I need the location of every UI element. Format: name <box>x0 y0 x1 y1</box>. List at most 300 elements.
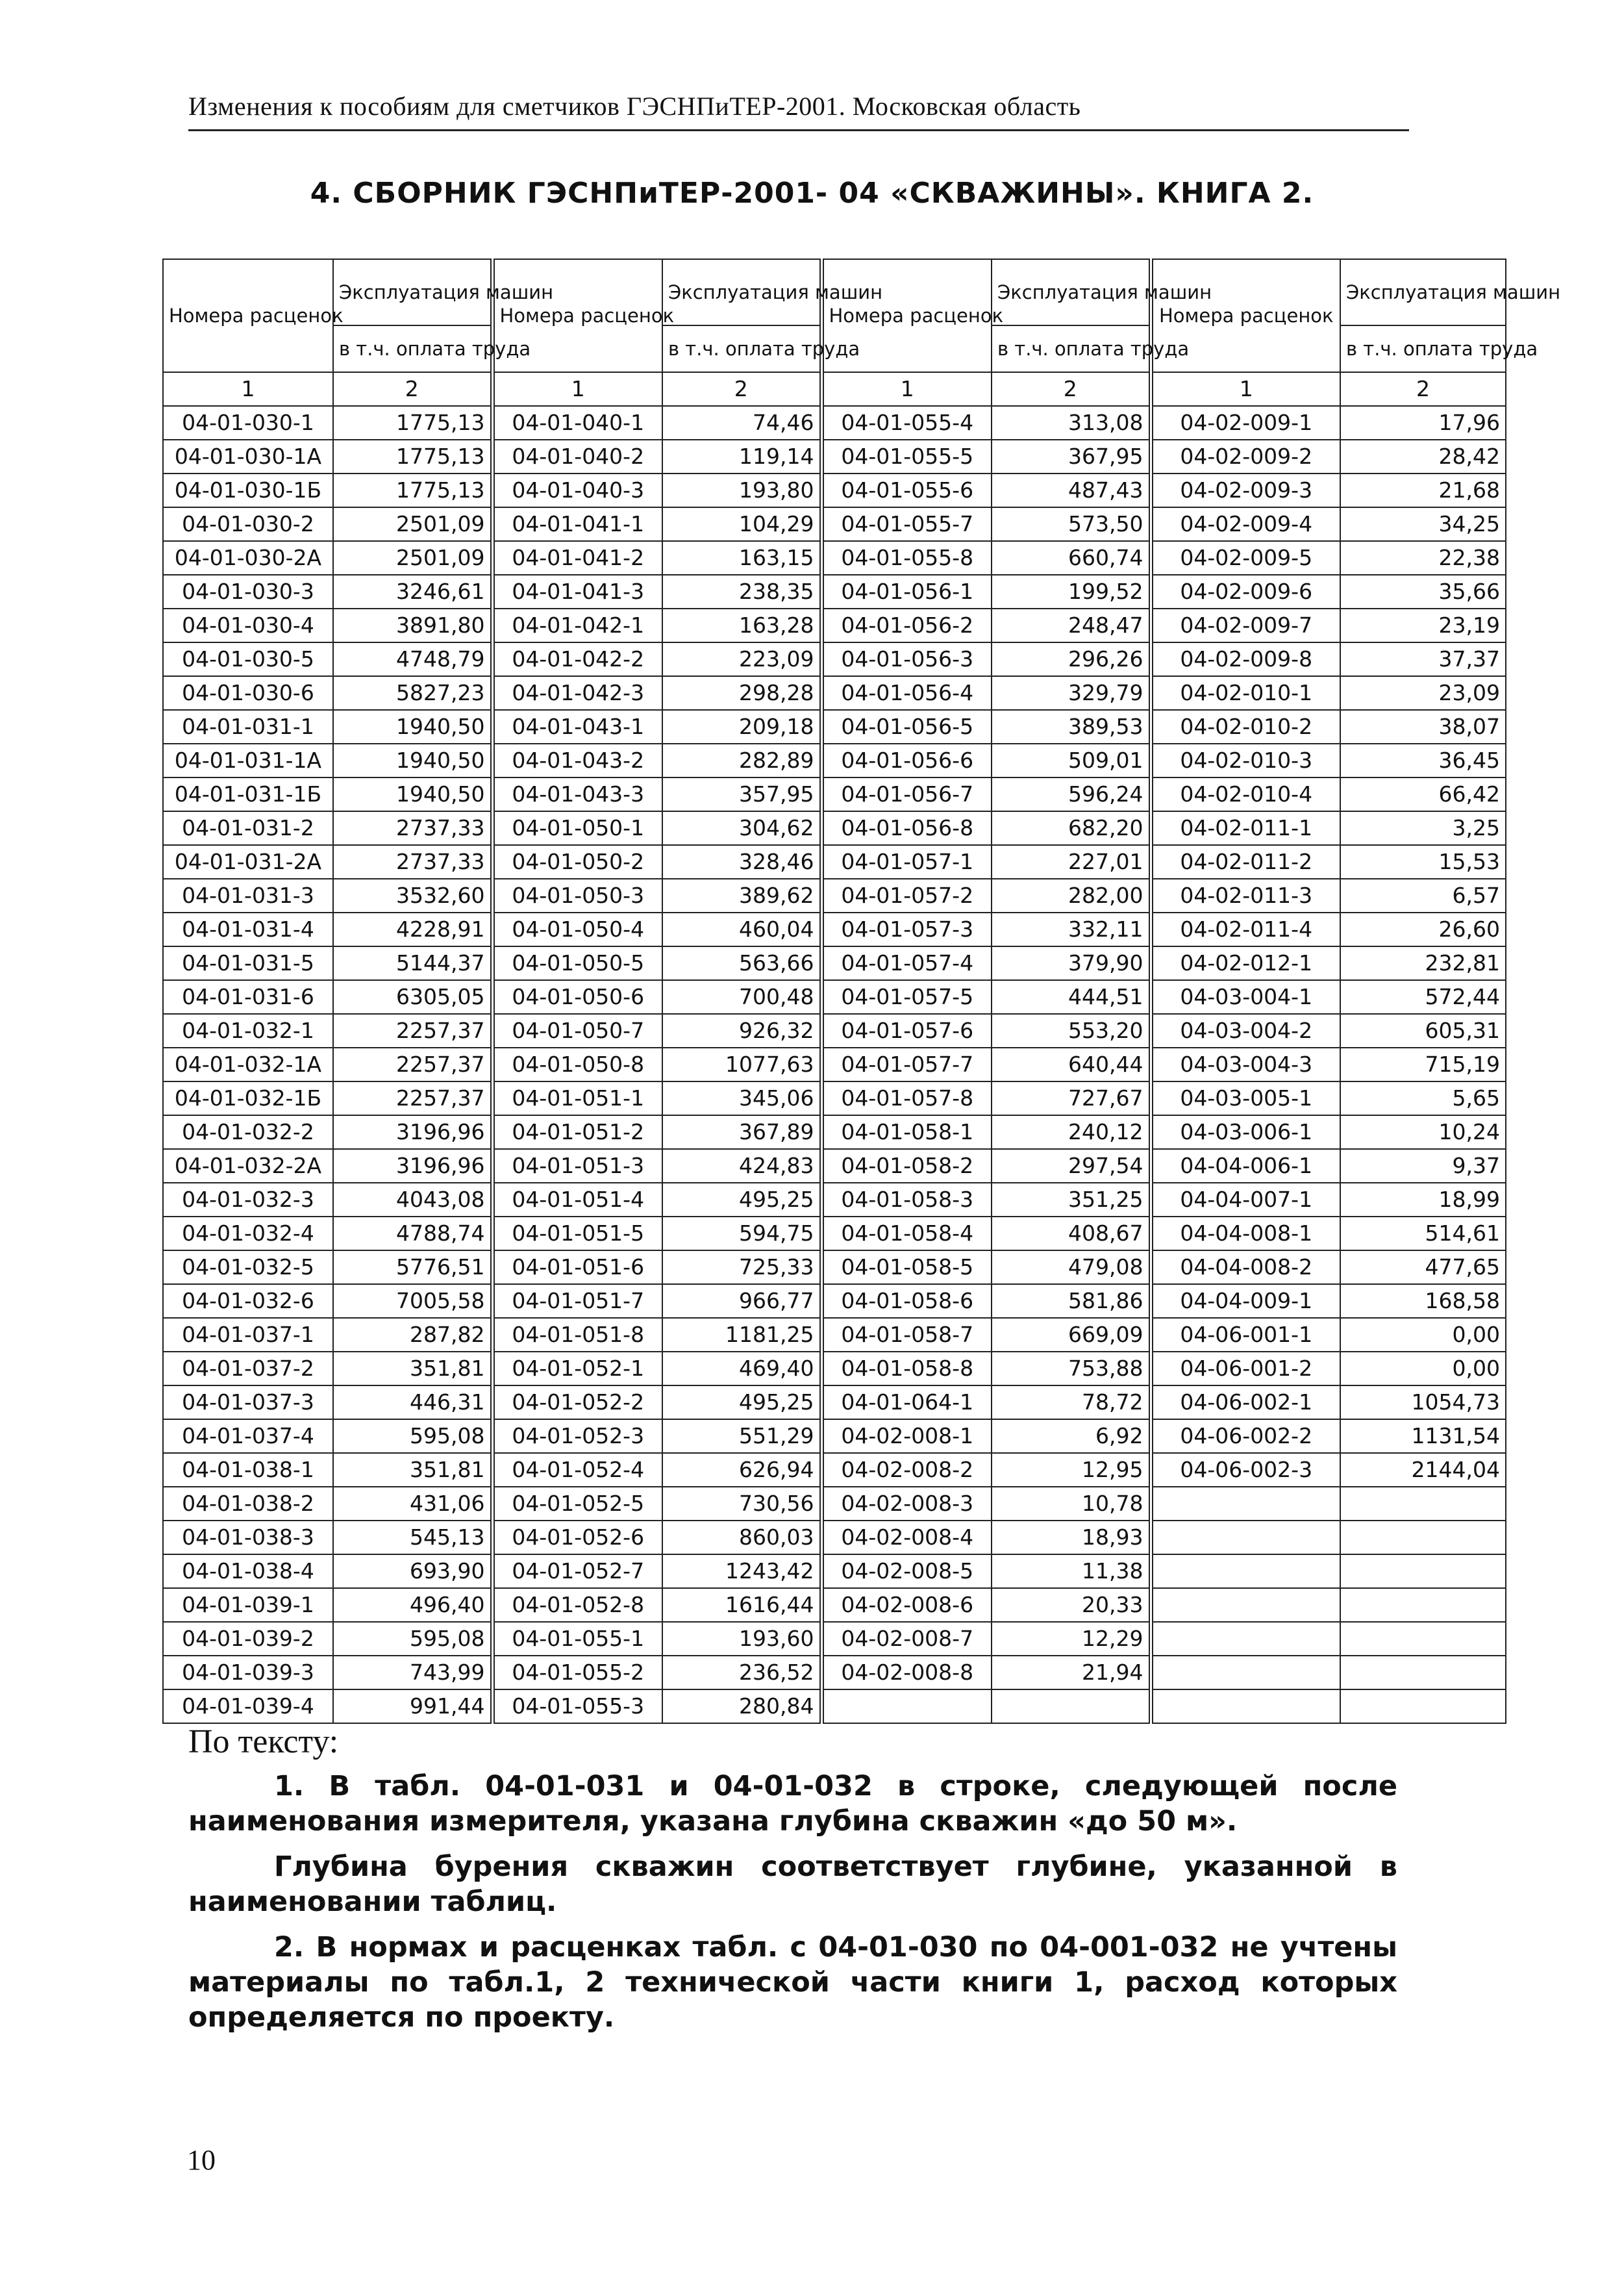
table-row <box>163 980 1506 1014</box>
rate-code-cell: 04-01-042-2 <box>492 642 662 676</box>
rate-value-cell: 209,18 <box>662 710 821 744</box>
rate-code-cell: 04-01-032-1Б <box>163 1081 333 1115</box>
rate-value-cell: 11,38 <box>992 1554 1151 1588</box>
rate-code-cell: 04-02-011-3 <box>1151 879 1340 913</box>
rate-code-cell: 04-02-011-1 <box>1151 811 1340 845</box>
rate-code-cell: 04-01-052-5 <box>492 1487 662 1521</box>
rate-value-cell: 357,95 <box>662 777 821 811</box>
column-index: 1 <box>1151 372 1340 406</box>
rate-code-cell: 04-01-030-6 <box>163 676 333 710</box>
rate-value-cell: 514,61 <box>1340 1217 1506 1250</box>
rate-value-cell: 4228,91 <box>333 913 492 946</box>
rate-code-cell: 04-03-004-3 <box>1151 1048 1340 1081</box>
table-row <box>163 1081 1506 1115</box>
rate-code-cell: 04-01-058-8 <box>821 1352 992 1385</box>
rate-value-cell: 389,62 <box>662 879 821 913</box>
rate-code-cell: 04-01-058-4 <box>821 1217 992 1250</box>
rate-code-cell: 04-01-056-5 <box>821 710 992 744</box>
rate-value-cell: 408,67 <box>992 1217 1151 1250</box>
rates-table <box>162 259 1561 1724</box>
rate-code-cell: 04-01-038-4 <box>163 1554 333 1588</box>
rate-value-cell: 78,72 <box>992 1385 1151 1419</box>
rate-value-cell <box>1340 1487 1506 1521</box>
rate-value-cell: 12,95 <box>992 1453 1151 1487</box>
rate-code-cell: 04-01-040-3 <box>492 474 662 507</box>
rate-code-cell: 04-01-055-7 <box>821 507 992 541</box>
rate-code-cell: 04-04-006-1 <box>1151 1149 1340 1183</box>
rate-value-cell: 236,52 <box>662 1656 821 1689</box>
rate-value-cell: 2737,33 <box>333 845 492 879</box>
rate-value-cell: 1054,73 <box>1340 1385 1506 1419</box>
rate-value-cell: 304,62 <box>662 811 821 845</box>
rate-value-cell: 10,24 <box>1340 1115 1506 1149</box>
rate-code-cell: 04-01-041-2 <box>492 541 662 575</box>
table-row <box>163 777 1506 811</box>
rate-code-cell: 04-02-009-5 <box>1151 541 1340 575</box>
rate-value-cell: 0,00 <box>1340 1318 1506 1352</box>
rate-value-cell: 18,99 <box>1340 1183 1506 1217</box>
rate-code-cell: 04-03-004-1 <box>1151 980 1340 1014</box>
rate-value-cell: 1940,50 <box>333 777 492 811</box>
rate-code-cell: 04-01-052-8 <box>492 1588 662 1622</box>
rate-value-cell: 2257,37 <box>333 1081 492 1115</box>
table-row <box>163 1453 1506 1487</box>
rate-value-cell: 21,68 <box>1340 474 1506 507</box>
table-row <box>163 1689 1506 1723</box>
rate-code-cell: 04-01-058-2 <box>821 1149 992 1183</box>
rate-code-cell: 04-01-038-1 <box>163 1453 333 1487</box>
rate-code-cell: 04-01-031-4 <box>163 913 333 946</box>
rate-code-cell: 04-01-030-5 <box>163 642 333 676</box>
rate-code-cell: 04-02-009-7 <box>1151 609 1340 642</box>
table-row <box>163 1284 1506 1318</box>
table-row <box>163 1149 1506 1183</box>
rate-value-cell: 26,60 <box>1340 913 1506 946</box>
rate-value-cell: 682,20 <box>992 811 1151 845</box>
notes-section <box>188 1725 1397 2045</box>
column-index: 2 <box>992 372 1151 406</box>
rate-code-cell: 04-01-032-2 <box>163 1115 333 1149</box>
rate-code-cell: 04-01-037-3 <box>163 1385 333 1419</box>
rate-value-cell: 495,25 <box>662 1183 821 1217</box>
rate-code-cell: 04-02-010-2 <box>1151 710 1340 744</box>
column-index: 2 <box>662 372 821 406</box>
rate-value-cell: 287,82 <box>333 1318 492 1352</box>
running-header: Изменения к пособиям для сметчиков ГЭСНПиТЕР-2001. Московская область <box>188 91 1409 131</box>
rate-value-cell: 605,31 <box>1340 1014 1506 1048</box>
rate-value-cell: 163,15 <box>662 541 821 575</box>
section-title: 4. СБОРНИК ГЭСНПиТЕР-2001- 04 «СКВАЖИНЫ». КНИГА 2. <box>310 177 1314 210</box>
rate-code-cell: 04-02-012-1 <box>1151 946 1340 980</box>
table-row <box>163 507 1506 541</box>
rate-code-cell: 04-01-031-1Б <box>163 777 333 811</box>
rate-value-cell: 34,25 <box>1340 507 1506 541</box>
rate-code-cell: 04-01-051-3 <box>492 1149 662 1183</box>
table-row <box>163 1217 1506 1250</box>
rate-code-cell: 04-01-057-5 <box>821 980 992 1014</box>
rate-code-cell: 04-01-057-2 <box>821 879 992 913</box>
rate-code-cell: 04-01-037-4 <box>163 1419 333 1453</box>
rate-value-cell: 3196,96 <box>333 1115 492 1149</box>
rate-value-cell: 223,09 <box>662 642 821 676</box>
rate-code-cell: 04-04-009-1 <box>1151 1284 1340 1318</box>
rate-value-cell: 345,06 <box>662 1081 821 1115</box>
rate-value-cell <box>992 1689 1151 1723</box>
rate-code-cell: 04-02-009-1 <box>1151 406 1340 440</box>
rate-value-cell: 168,58 <box>1340 1284 1506 1318</box>
rate-code-cell: 04-01-052-4 <box>492 1453 662 1487</box>
rate-code-cell: 04-01-031-3 <box>163 879 333 913</box>
rate-code-cell: 04-01-041-3 <box>492 575 662 609</box>
rate-value-cell: 926,32 <box>662 1014 821 1048</box>
rate-code-cell: 04-01-057-3 <box>821 913 992 946</box>
rate-value-cell: 2257,37 <box>333 1048 492 1081</box>
rate-code-cell: 04-02-009-6 <box>1151 575 1340 609</box>
rate-value-cell: 669,09 <box>992 1318 1151 1352</box>
rate-code-cell: 04-04-007-1 <box>1151 1183 1340 1217</box>
rate-value-cell: 12,29 <box>992 1622 1151 1656</box>
table-header <box>163 259 1561 406</box>
header-labor-3: в т.ч. оплата труда <box>992 325 1151 372</box>
rate-value-cell: 572,44 <box>1340 980 1506 1014</box>
rate-code-cell: 04-01-050-5 <box>492 946 662 980</box>
rate-code-cell: 04-01-039-3 <box>163 1656 333 1689</box>
rate-code-cell: 04-01-039-2 <box>163 1622 333 1656</box>
table-row <box>163 1487 1506 1521</box>
rate-code-cell <box>1151 1656 1340 1689</box>
rate-code-cell: 04-01-041-1 <box>492 507 662 541</box>
rate-code-cell: 04-01-058-1 <box>821 1115 992 1149</box>
rate-code-cell: 04-01-055-6 <box>821 474 992 507</box>
rate-code-cell: 04-01-031-5 <box>163 946 333 980</box>
rate-code-cell: 04-01-051-5 <box>492 1217 662 1250</box>
rate-code-cell: 04-01-032-6 <box>163 1284 333 1318</box>
rate-code-cell: 04-01-056-6 <box>821 744 992 777</box>
rate-code-cell: 04-01-050-2 <box>492 845 662 879</box>
rate-code-cell <box>1151 1689 1340 1723</box>
rate-value-cell: 282,89 <box>662 744 821 777</box>
rate-value-cell: 238,35 <box>662 575 821 609</box>
rate-code-cell: 04-01-032-3 <box>163 1183 333 1217</box>
header-codes-3: Номера расценок <box>821 259 992 372</box>
rate-code-cell: 04-01-050-8 <box>492 1048 662 1081</box>
header-labor-1: в т.ч. оплата труда <box>333 325 492 372</box>
rate-code-cell: 04-01-039-1 <box>163 1588 333 1622</box>
rate-value-cell: 1775,13 <box>333 406 492 440</box>
table-row <box>163 1048 1506 1081</box>
table-row <box>163 1014 1506 1048</box>
rate-code-cell <box>1151 1521 1340 1554</box>
rate-value-cell: 5,65 <box>1340 1081 1506 1115</box>
rate-code-cell: 04-01-055-8 <box>821 541 992 575</box>
rate-code-cell: 04-01-051-2 <box>492 1115 662 1149</box>
rate-code-cell: 04-02-010-3 <box>1151 744 1340 777</box>
table-row <box>163 609 1506 642</box>
rate-code-cell: 04-01-058-5 <box>821 1250 992 1284</box>
rate-value-cell: 23,09 <box>1340 676 1506 710</box>
rate-value-cell: 389,53 <box>992 710 1151 744</box>
rate-code-cell: 04-01-052-2 <box>492 1385 662 1419</box>
rate-code-cell: 04-02-008-7 <box>821 1622 992 1656</box>
rate-value-cell: 193,80 <box>662 474 821 507</box>
rate-value-cell: 28,42 <box>1340 440 1506 474</box>
rate-code-cell: 04-01-057-1 <box>821 845 992 879</box>
rate-value-cell: 3532,60 <box>333 879 492 913</box>
rate-value-cell: 15,53 <box>1340 845 1506 879</box>
rate-code-cell: 04-01-032-2А <box>163 1149 333 1183</box>
column-index: 1 <box>163 372 333 406</box>
rate-code-cell: 04-01-042-1 <box>492 609 662 642</box>
rate-code-cell: 04-01-055-4 <box>821 406 992 440</box>
rate-value-cell: 1775,13 <box>333 474 492 507</box>
rate-value-cell: 431,06 <box>333 1487 492 1521</box>
note-item: Глубина бурения скважин соответствует глубине, указанной в наименовании таблиц. <box>188 1851 1397 1918</box>
table-row <box>163 1115 1506 1149</box>
rate-value-cell: 660,74 <box>992 541 1151 575</box>
rate-code-cell <box>1151 1554 1340 1588</box>
rate-value-cell: 282,00 <box>992 879 1151 913</box>
rate-value-cell: 104,29 <box>662 507 821 541</box>
column-index: 1 <box>492 372 662 406</box>
rate-code-cell: 04-01-032-4 <box>163 1217 333 1250</box>
rate-value-cell: 23,19 <box>1340 609 1506 642</box>
rate-code-cell: 04-01-031-1 <box>163 710 333 744</box>
rate-code-cell: 04-01-043-1 <box>492 710 662 744</box>
rate-value-cell: 573,50 <box>992 507 1151 541</box>
rate-value-cell: 563,66 <box>662 946 821 980</box>
rate-code-cell: 04-02-008-4 <box>821 1521 992 1554</box>
rate-value-cell: 596,24 <box>992 777 1151 811</box>
rate-code-cell: 04-01-056-3 <box>821 642 992 676</box>
table-row <box>163 879 1506 913</box>
table-row <box>163 811 1506 845</box>
rate-value-cell: 18,93 <box>992 1521 1151 1554</box>
rate-value-cell: 74,46 <box>662 406 821 440</box>
rate-code-cell: 04-01-057-8 <box>821 1081 992 1115</box>
rate-code-cell: 04-01-030-2А <box>163 541 333 575</box>
rate-code-cell: 04-06-002-1 <box>1151 1385 1340 1419</box>
rate-code-cell: 04-02-009-4 <box>1151 507 1340 541</box>
rate-value-cell: 5827,23 <box>333 676 492 710</box>
rate-code-cell: 04-01-052-3 <box>492 1419 662 1453</box>
rate-value-cell: 313,08 <box>992 406 1151 440</box>
rate-value-cell: 1131,54 <box>1340 1419 1506 1453</box>
rate-value-cell: 730,56 <box>662 1487 821 1521</box>
table-row <box>163 1318 1506 1352</box>
rate-value-cell: 487,43 <box>992 474 1151 507</box>
rate-value-cell: 1940,50 <box>333 710 492 744</box>
rate-value-cell: 6,92 <box>992 1419 1151 1453</box>
rate-code-cell: 04-01-055-2 <box>492 1656 662 1689</box>
rate-code-cell: 04-04-008-1 <box>1151 1217 1340 1250</box>
rate-value-cell <box>1340 1521 1506 1554</box>
rate-value-cell: 2144,04 <box>1340 1453 1506 1487</box>
rate-code-cell: 04-01-057-6 <box>821 1014 992 1048</box>
column-index: 1 <box>821 372 992 406</box>
rate-code-cell: 04-01-052-7 <box>492 1554 662 1588</box>
table-row <box>163 1521 1506 1554</box>
rate-value-cell: 7005,58 <box>333 1284 492 1318</box>
rate-value-cell: 298,28 <box>662 676 821 710</box>
rate-value-cell: 367,89 <box>662 1115 821 1149</box>
rate-code-cell: 04-01-037-2 <box>163 1352 333 1385</box>
rate-value-cell <box>1340 1554 1506 1588</box>
rate-value-cell: 545,13 <box>333 1521 492 1554</box>
rate-value-cell: 700,48 <box>662 980 821 1014</box>
rate-value-cell: 991,44 <box>333 1689 492 1723</box>
rate-code-cell <box>1151 1487 1340 1521</box>
rate-value-cell: 5144,37 <box>333 946 492 980</box>
rate-code-cell <box>1151 1588 1340 1622</box>
rate-value-cell: 753,88 <box>992 1352 1151 1385</box>
rate-code-cell: 04-01-050-1 <box>492 811 662 845</box>
rate-value-cell: 0,00 <box>1340 1352 1506 1385</box>
rate-value-cell: 551,29 <box>662 1419 821 1453</box>
rate-value-cell: 860,03 <box>662 1521 821 1554</box>
rate-value-cell: 595,08 <box>333 1622 492 1656</box>
rate-value-cell: 21,94 <box>992 1656 1151 1689</box>
table-row <box>163 676 1506 710</box>
rate-value-cell: 1077,63 <box>662 1048 821 1081</box>
rate-code-cell: 04-06-002-3 <box>1151 1453 1340 1487</box>
rate-code-cell: 04-02-010-4 <box>1151 777 1340 811</box>
rate-value-cell: 36,45 <box>1340 744 1506 777</box>
header-codes-2: Номера расценок <box>492 259 662 372</box>
column-index: 2 <box>333 372 492 406</box>
table-row <box>163 474 1506 507</box>
rate-value-cell: 22,38 <box>1340 541 1506 575</box>
rate-value-cell: 2501,09 <box>333 507 492 541</box>
rate-value-cell: 640,44 <box>992 1048 1151 1081</box>
table-row <box>163 744 1506 777</box>
rate-value-cell: 296,26 <box>992 642 1151 676</box>
rate-value-cell: 367,95 <box>992 440 1151 474</box>
rate-code-cell <box>1151 1622 1340 1656</box>
rate-code-cell: 04-01-043-2 <box>492 744 662 777</box>
table-row <box>163 1588 1506 1622</box>
rate-value-cell <box>1340 1689 1506 1723</box>
header-exploitation-3: Эксплуатация машин <box>992 259 1151 325</box>
table-row <box>163 1183 1506 1217</box>
rate-value-cell: 477,65 <box>1340 1250 1506 1284</box>
rate-code-cell: 04-02-008-1 <box>821 1419 992 1453</box>
rate-value-cell: 1775,13 <box>333 440 492 474</box>
rate-value-cell: 193,60 <box>662 1622 821 1656</box>
rate-code-cell: 04-01-031-2А <box>163 845 333 879</box>
rate-value-cell: 163,28 <box>662 609 821 642</box>
rate-value-cell: 2737,33 <box>333 811 492 845</box>
header-codes-4: Номера расценок <box>1151 259 1340 372</box>
rate-code-cell <box>821 1689 992 1723</box>
rate-code-cell: 04-01-051-8 <box>492 1318 662 1352</box>
rate-code-cell: 04-04-008-2 <box>1151 1250 1340 1284</box>
rate-code-cell: 04-01-056-8 <box>821 811 992 845</box>
rate-code-cell: 04-06-001-2 <box>1151 1352 1340 1385</box>
rate-code-cell: 04-01-051-6 <box>492 1250 662 1284</box>
rate-code-cell: 04-02-008-8 <box>821 1656 992 1689</box>
rate-value-cell: 20,33 <box>992 1588 1151 1622</box>
rate-code-cell: 04-02-010-1 <box>1151 676 1340 710</box>
rate-code-cell: 04-01-056-1 <box>821 575 992 609</box>
rate-value-cell: 1940,50 <box>333 744 492 777</box>
notes-heading: По тексту: <box>188 1723 339 1760</box>
rate-code-cell: 04-02-011-2 <box>1151 845 1340 879</box>
table-row <box>163 406 1506 440</box>
rate-value-cell: 626,94 <box>662 1453 821 1487</box>
table-row <box>163 710 1506 744</box>
rate-value-cell: 424,83 <box>662 1149 821 1183</box>
table-row <box>163 845 1506 879</box>
rate-value-cell: 2501,09 <box>333 541 492 575</box>
rate-value-cell: 594,75 <box>662 1217 821 1250</box>
rate-value-cell: 495,25 <box>662 1385 821 1419</box>
rate-code-cell: 04-02-009-3 <box>1151 474 1340 507</box>
note-item: 1. В табл. 04-01-031 и 04-01-032 в строке, следующей после наименования измерителя, указана глубина скважин «до 50 м». <box>188 1770 1397 1838</box>
rate-value-cell: 119,14 <box>662 440 821 474</box>
rate-code-cell: 04-01-050-3 <box>492 879 662 913</box>
rate-code-cell: 04-01-031-1А <box>163 744 333 777</box>
rate-value-cell: 4043,08 <box>333 1183 492 1217</box>
rate-value-cell: 4748,79 <box>333 642 492 676</box>
table-row <box>163 946 1506 980</box>
rate-code-cell: 04-01-064-1 <box>821 1385 992 1419</box>
table-row <box>163 541 1506 575</box>
rate-value-cell: 725,33 <box>662 1250 821 1284</box>
page-number: 10 <box>187 2144 216 2176</box>
rate-value-cell: 715,19 <box>1340 1048 1506 1081</box>
rate-code-cell: 04-02-008-5 <box>821 1554 992 1588</box>
rate-code-cell: 04-01-037-1 <box>163 1318 333 1352</box>
rate-code-cell: 04-01-032-1 <box>163 1014 333 1048</box>
rate-value-cell: 595,08 <box>333 1419 492 1453</box>
header-exploitation-2: Эксплуатация машин <box>662 259 821 325</box>
rate-value-cell: 6,57 <box>1340 879 1506 913</box>
rate-code-cell: 04-01-051-1 <box>492 1081 662 1115</box>
rate-code-cell: 04-01-038-3 <box>163 1521 333 1554</box>
rate-code-cell: 04-02-008-3 <box>821 1487 992 1521</box>
rate-value-cell <box>1340 1588 1506 1622</box>
rate-value-cell: 332,11 <box>992 913 1151 946</box>
rate-code-cell: 04-01-051-7 <box>492 1284 662 1318</box>
rate-code-cell: 04-01-050-7 <box>492 1014 662 1048</box>
rate-value-cell: 199,52 <box>992 575 1151 609</box>
table-row <box>163 642 1506 676</box>
rate-value-cell: 351,81 <box>333 1352 492 1385</box>
rate-value-cell: 3891,80 <box>333 609 492 642</box>
rate-value-cell: 3196,96 <box>333 1149 492 1183</box>
rate-value-cell: 351,25 <box>992 1183 1151 1217</box>
rate-value-cell: 38,07 <box>1340 710 1506 744</box>
table-row <box>163 913 1506 946</box>
rate-code-cell: 04-02-011-4 <box>1151 913 1340 946</box>
rate-code-cell: 04-01-032-1А <box>163 1048 333 1081</box>
rate-code-cell: 04-01-039-4 <box>163 1689 333 1723</box>
header-labor-2: в т.ч. оплата труда <box>662 325 821 372</box>
table-body <box>163 406 1506 1723</box>
rate-value-cell: 329,79 <box>992 676 1151 710</box>
rate-value-cell: 248,47 <box>992 609 1151 642</box>
rate-value-cell: 328,46 <box>662 845 821 879</box>
rate-value-cell <box>1340 1622 1506 1656</box>
rate-value-cell: 10,78 <box>992 1487 1151 1521</box>
rate-code-cell: 04-01-043-3 <box>492 777 662 811</box>
rate-code-cell: 04-03-004-2 <box>1151 1014 1340 1048</box>
table-row <box>163 440 1506 474</box>
rate-code-cell: 04-03-006-1 <box>1151 1115 1340 1149</box>
column-index: 2 <box>1340 372 1506 406</box>
header-labor-4: в т.ч. оплата труда <box>1340 325 1506 372</box>
rate-code-cell: 04-01-042-3 <box>492 676 662 710</box>
